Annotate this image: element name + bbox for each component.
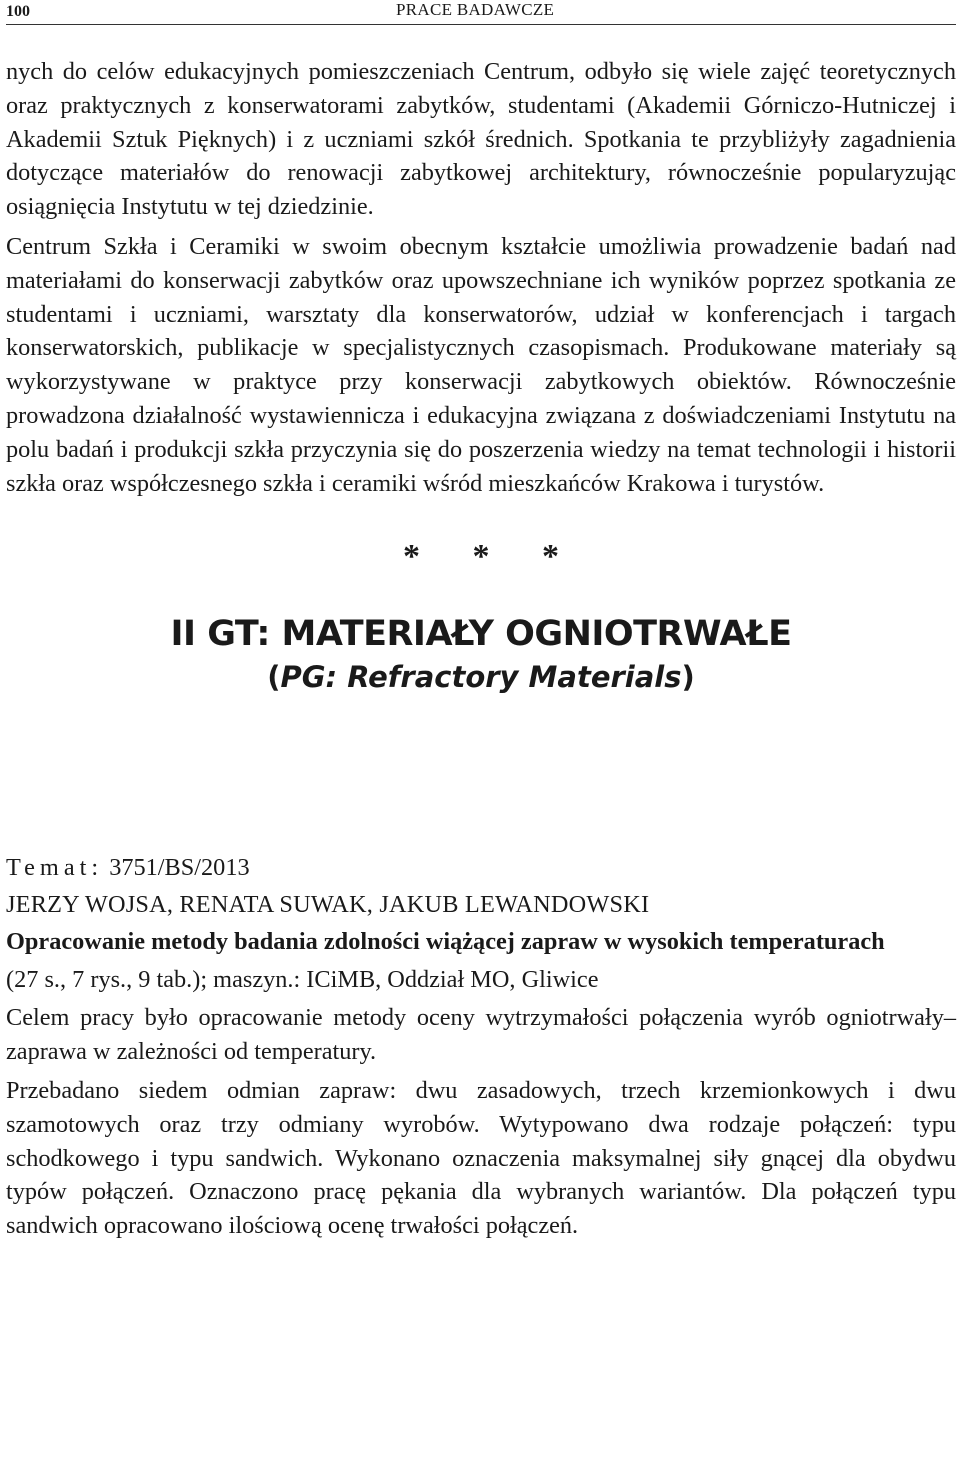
topic-line — [6, 851, 956, 884]
report-entry — [6, 851, 956, 1243]
running-header — [6, 0, 956, 25]
abstract-paragraph-2: Przebadano siedem odmian zapraw: dwu zasadowych, trzech krzemionkowych i dwu szamotowych oraz trzy odmiany wyrobów. Wytypowano dwa rodzaje połączeń: typu schodkowego i typu sandwich. Wykonano oznaczenia maksymalnej siły gnącej dla obydwu typów połączeń. Oznaczono pracę pękania dla wybranych wariantów. Dla połączeń typu sandwich opracowano ilościową ocenę trwałości połączeń. — [6, 1076, 956, 1240]
subtitle-open-paren: ( — [267, 660, 281, 695]
section-separator: * * * — [403, 538, 581, 576]
body-paragraph-1: nych do celów edukacyjnych pomieszczeniach Centrum, odbyło się wiele zajęć teoretycznych oraz praktycznych z konserwatorami zabytków, studentami (Akademii Górniczo-Hutniczej i Akademii Sztuk Pięknych) i z uczniami szkół średnich. Spotkania te przybliżyły zagadnienia dotyczące materiałów do renowacji zabytkowej architektury, równocześnie popularyzując osiągnięcia Instytutu w tej dziedzinie. — [6, 58, 956, 221]
subtitle-english: PG: Refractory Materials — [280, 660, 682, 695]
topic-label: Temat: — [6, 854, 104, 882]
work-title: Opracowanie metody badania zdolności wiążącej zapraw w wysokich temperaturach — [6, 928, 885, 956]
page-number: 100 — [6, 3, 30, 20]
document-page — [6, 0, 956, 1243]
section-subtitle — [6, 660, 956, 694]
authors: JERZY WOJSA, RENATA SUWAK, JAKUB LEWANDOWSKI — [6, 891, 650, 919]
body-paragraph-2: Centrum Szkła i Ceramiki w swoim obecnym kształcie umożliwia prowadzenie badań nad materiałami do konserwacji zabytków oraz upowszechniane ich wyników poprzez spotkania ze studentami i uczniami, warsztaty dla konserwatorów, udział w konferencjach i targach konserwatorskich, publikacje w specjalistycznych czasopismach. Produkowane materiały są wykorzystywane w praktyce przy konserwacji zabytkowych obiektów. Równocześnie prowadzona działalność wystawiennicza i edukacyjna związana z doświadczeniami Instytutu na polu badań i produkcji szkła przyczynia się do poszerzenia wiedzy na temat technologii i historii szkła oraz współczesnego szkła i ceramiki wśród mieszkańców Krakowa i turystów. — [6, 232, 956, 497]
topic-number: 3751/BS/2013 — [109, 854, 250, 882]
running-section-title: PRACE BADAWCZE — [396, 0, 555, 19]
abstract-paragraph-1: Celem pracy było opracowanie metody oceny wytrzymałości połączenia wyrób ogniotrwały–zaprawa w zależności od temperatury. — [6, 1004, 956, 1066]
section-title: II GT: MATERIAŁY OGNIOTRWAŁE — [170, 614, 792, 655]
bibliographic-details: (27 s., 7 rys., 9 tab.); maszyn.: ICiMB, Oddział MO, Gliwice — [6, 966, 599, 994]
subtitle-close-paren: ) — [681, 660, 695, 695]
